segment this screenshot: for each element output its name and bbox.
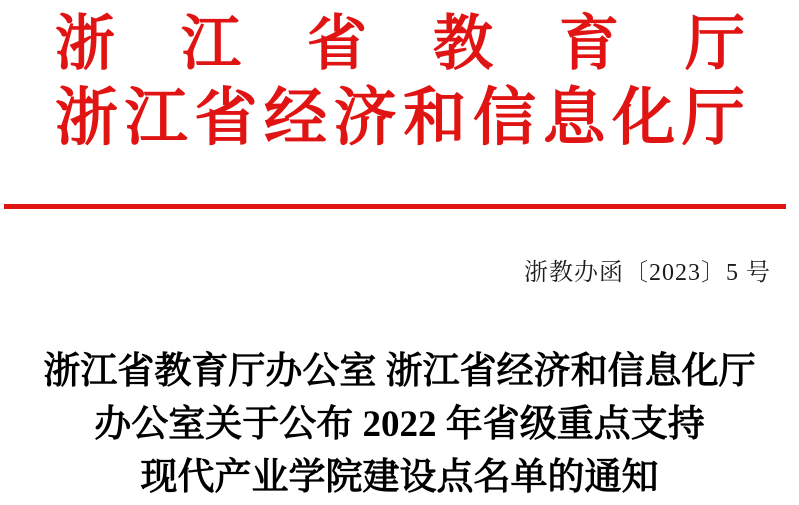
title-line-3: 现代产业学院建设点名单的通知 bbox=[140, 457, 659, 498]
title-line-1: 浙江省教育厅办公室 浙江省经济和信息化厅 bbox=[43, 351, 756, 392]
document-reference-number: 浙教办函〔2023〕5 号 bbox=[524, 260, 771, 286]
title-line-2: 办公室关于公布 2022 年省级重点支持 bbox=[94, 404, 705, 445]
letterhead-line-education-department: 浙 江 省 教 育 厅 bbox=[55, 11, 745, 77]
document-title bbox=[0, 345, 799, 504]
letterhead bbox=[55, 8, 745, 157]
red-divider-line bbox=[4, 204, 786, 209]
letterhead-line-economy-information-department: 浙 江 省 经 济 和 信 息 化 厅 bbox=[55, 83, 745, 153]
